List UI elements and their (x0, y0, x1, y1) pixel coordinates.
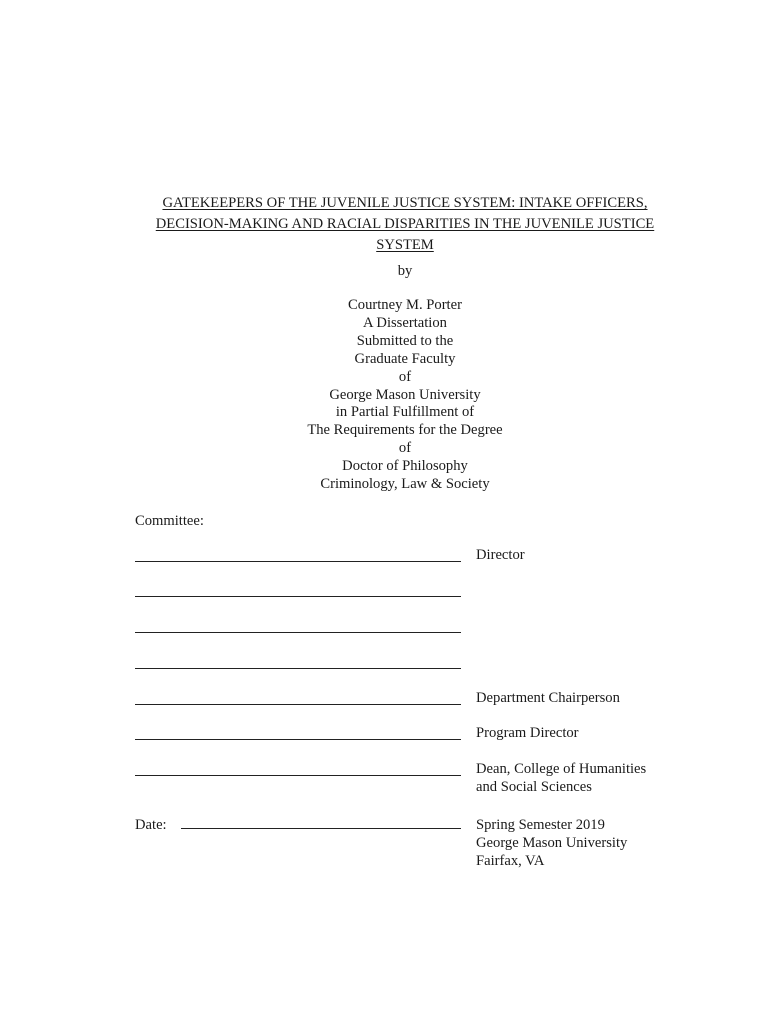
role-director: Director (476, 547, 525, 563)
info-line: of (398, 368, 412, 385)
signature-line-dean (135, 775, 461, 776)
university-name: George Mason University (329, 386, 481, 403)
by-text: by (397, 263, 413, 279)
role-program-director: Program Director (476, 725, 579, 741)
info-line: The Requirements for the Degree (307, 422, 503, 439)
signature-line-program-director (135, 739, 461, 740)
footer-university: George Mason University (476, 835, 628, 851)
semester: Spring Semester 2019 (476, 817, 605, 833)
role-dean-line-1: Dean, College of Humanities (476, 761, 647, 777)
signature-line-member (135, 668, 461, 669)
author-degree-block (120, 297, 690, 494)
title-line-2: DECISION-MAKING AND RACIAL DISPARITIES IN THE JUVENILE JUSTICE (155, 216, 655, 232)
title-line-3: SYSTEM (376, 237, 434, 253)
role-department-chairperson: Department Chairperson (476, 690, 620, 706)
info-line: Graduate Faculty (354, 350, 456, 367)
location: Fairfax, VA (476, 853, 545, 869)
signature-line-member (135, 632, 461, 633)
title-line-1: GATEKEEPERS OF THE JUVENILE JUSTICE SYSTEM: INTAKE OFFICERS, (162, 195, 648, 211)
role-dean-line-2: and Social Sciences (476, 779, 592, 795)
program-name: Criminology, Law & Society (320, 476, 490, 493)
signature-line-chair (135, 704, 461, 705)
info-line: Submitted to the (356, 332, 454, 349)
info-line: A Dissertation (363, 314, 447, 331)
date-label: Date: (135, 817, 167, 833)
date-line (181, 828, 461, 829)
info-line: in Partial Fulfillment of (335, 404, 475, 421)
author-name: Courtney M. Porter (348, 297, 462, 313)
signature-line-member (135, 596, 461, 597)
info-line: of (398, 440, 412, 457)
committee-label: Committee: (135, 513, 204, 529)
role-dean (476, 760, 646, 796)
semester-location-block (476, 816, 627, 870)
dissertation-title (120, 193, 690, 256)
degree-name: Doctor of Philosophy (342, 458, 468, 475)
signature-line-director (135, 561, 461, 562)
